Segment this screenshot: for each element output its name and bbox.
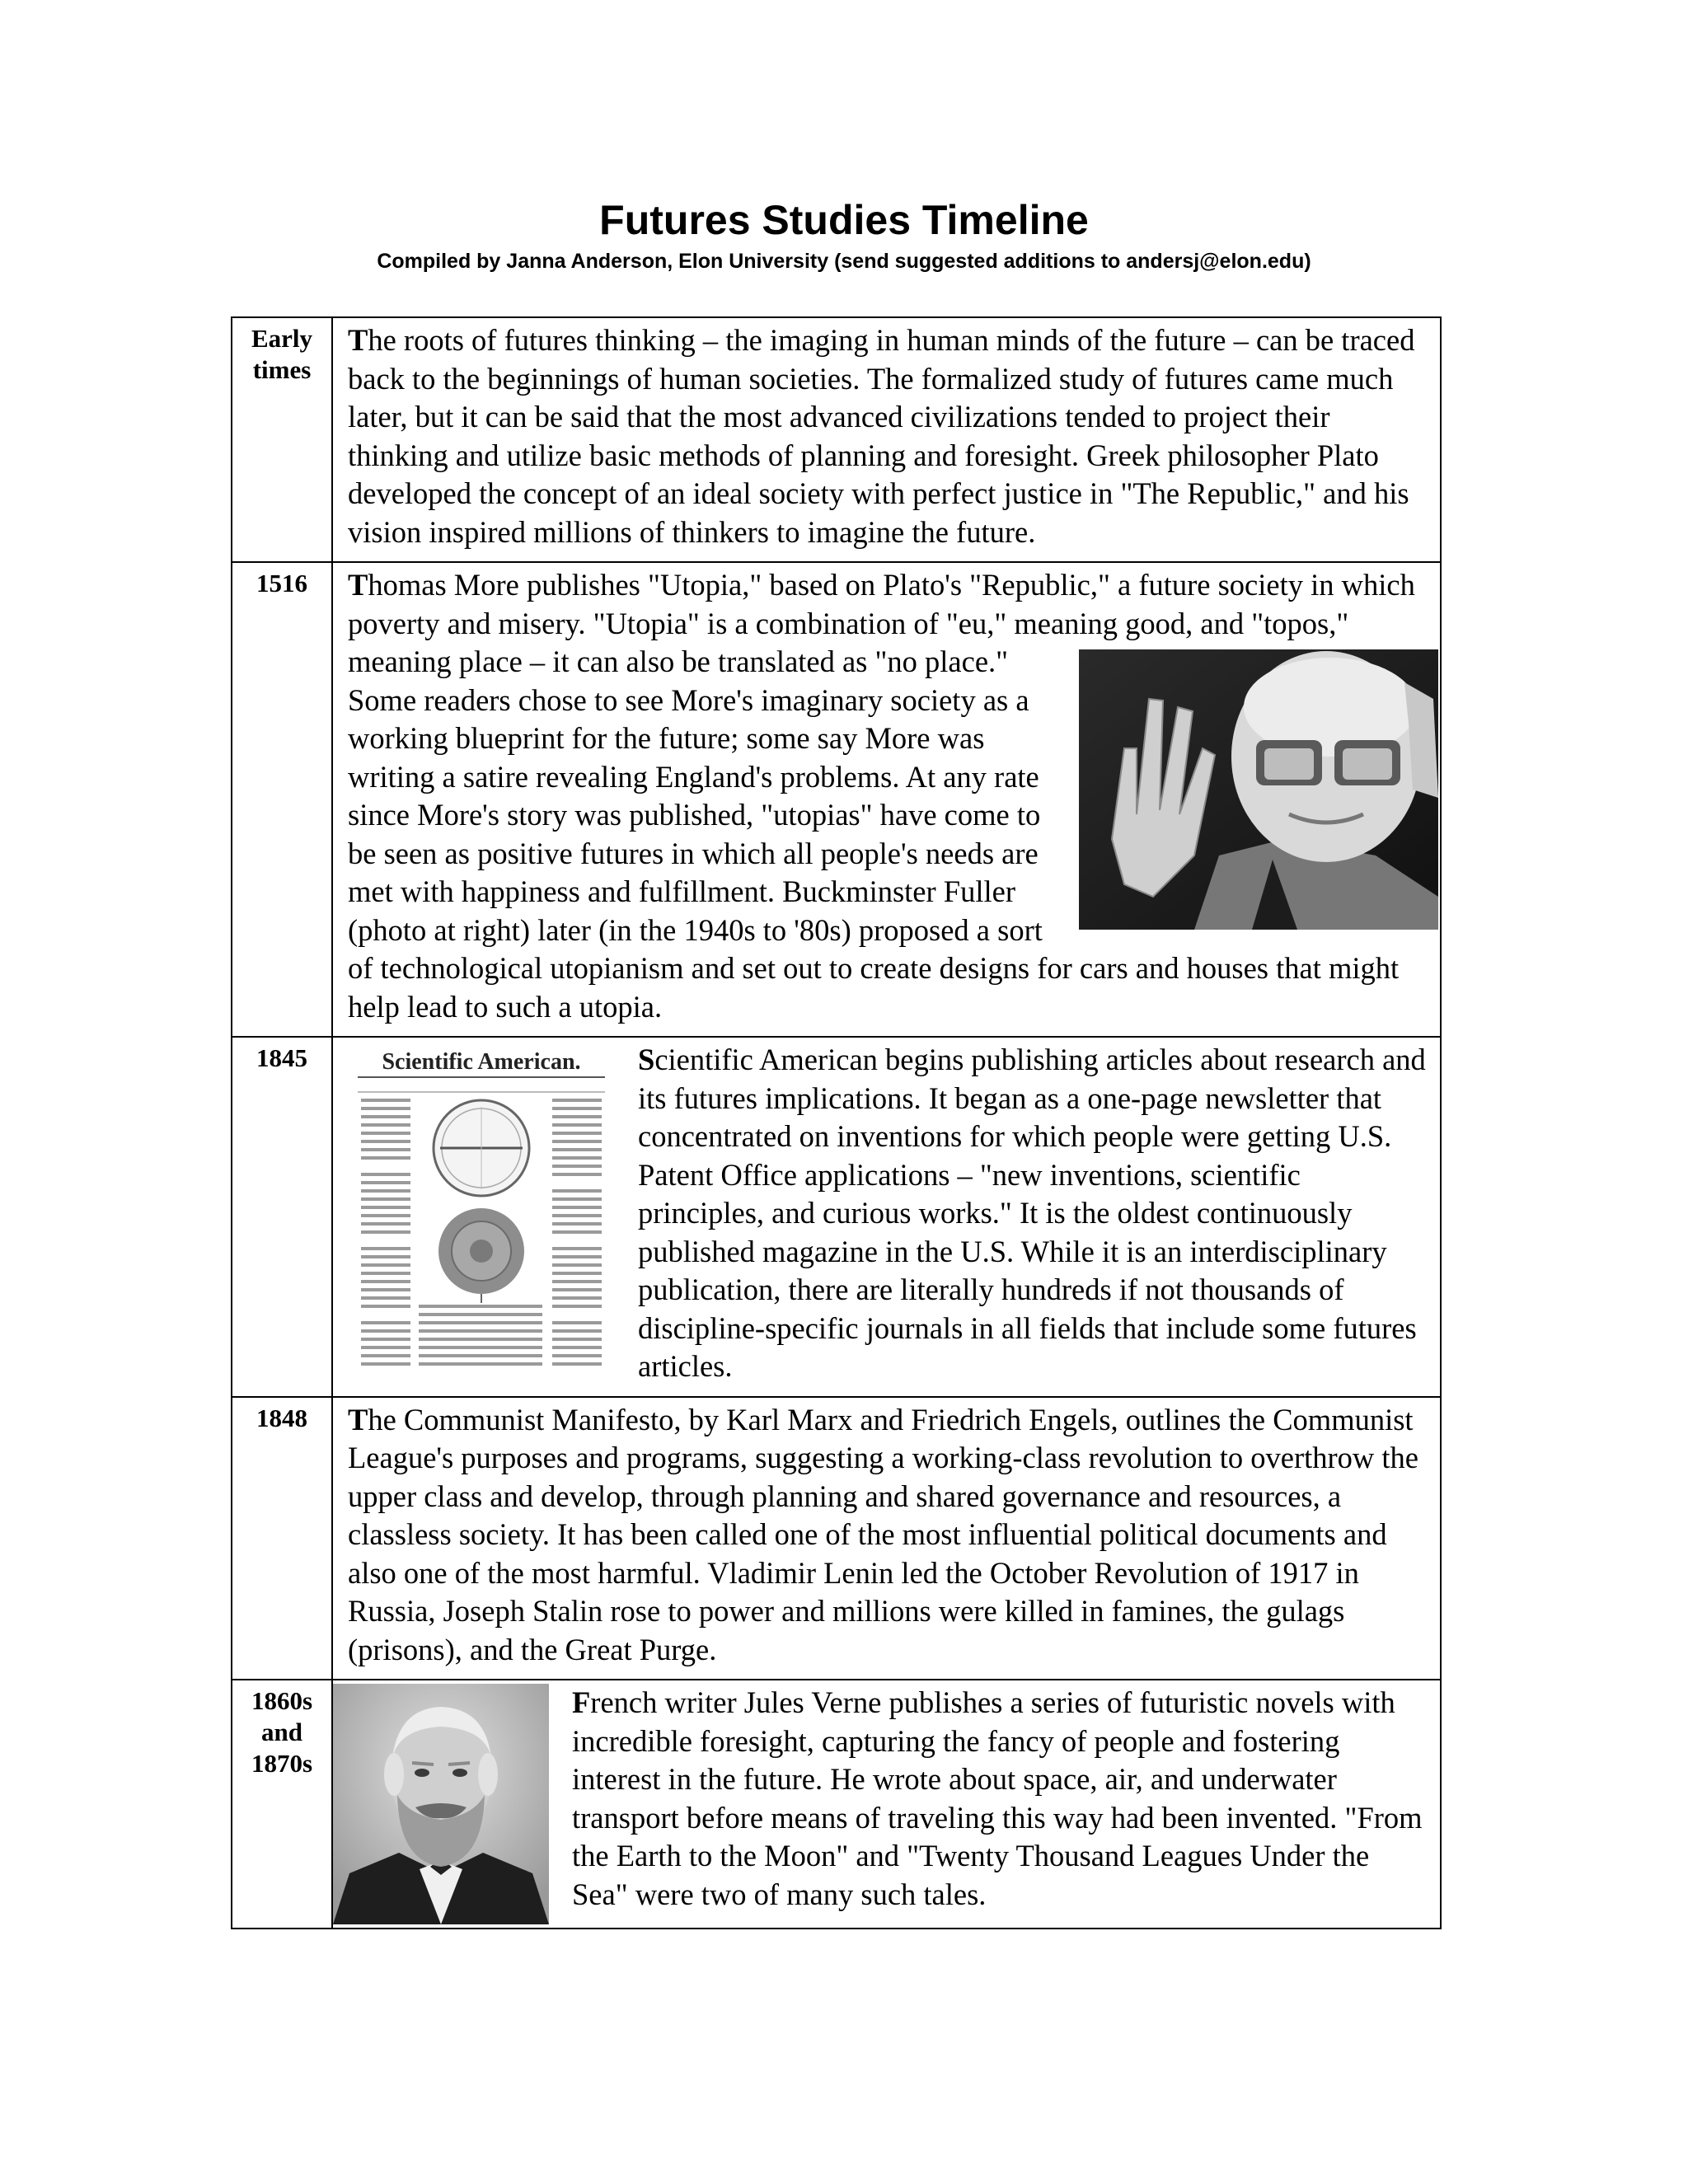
entry-cell bbox=[332, 1397, 1441, 1680]
entry-text: he roots of futures thinking – the imaging in human minds of the future – can be traced back to the beginnings of human societies. The formalized study of futures came much later, but it can be said that the most advanced civilizations tended to project their thinking and utilize basic methods of planning and foresight. Greek philosopher Plato developed the concept of an ideal society with perfect justice in "The Republic," and his vision inspired millions of thinkers to imagine the future. bbox=[348, 323, 1415, 549]
buckminster-fuller-photo bbox=[1079, 649, 1438, 930]
table-row bbox=[232, 562, 1441, 1037]
table-row bbox=[232, 1037, 1441, 1397]
drop-initial: T bbox=[348, 568, 368, 602]
year-label: 1860s and 1870s bbox=[251, 1686, 313, 1778]
table-row bbox=[232, 317, 1441, 562]
entry-text: he Communist Manifesto, by Karl Marx and Friedrich Engels, outlines the Communist League's purposes and programs, suggesting a working-class revolution to overthrow the upper class and develop, through planning and shared governance and resources, a classless society. It has been called one of the most influential political documents and also one of the most harmful. Vladimir Lenin led the October Revolution of 1917 in Russia, Joseph Stalin rose to power and millions were killed in famines, the gulags (prisons), and the Great Purge. bbox=[348, 1402, 1418, 1666]
drop-initial: S bbox=[638, 1043, 655, 1076]
drop-initial: T bbox=[348, 1402, 368, 1436]
entry-cell bbox=[332, 562, 1441, 1037]
entry-cell bbox=[332, 1680, 1441, 1929]
drop-initial: T bbox=[348, 323, 368, 357]
year-cell bbox=[232, 1680, 332, 1929]
entry-text: cientific American begins publishing articles about research and its futures implications. It began as a one-page newsletter that concentrated on inventions for which people were getting U.S. Patent Office applications – "new inventions, scientific principles, and curious works." It is the oldest continuously published magazine in the U.S. While it is an interdisciplinary publication, there are literally hundreds if not thousands of discipline-specific journals in all fields that include some futures articles. bbox=[638, 1043, 1426, 1383]
scientific-american-front-page bbox=[349, 1041, 613, 1379]
entry-text: rench writer Jules Verne publishes a series of futuristic novels with incredible foresight, capturing the fancy of people and fostering interest in the future. He wrote about space, air, and underwater transport before means of traveling this way had been invented. "From the Earth to the Moon" and "Twenty Thousand Leagues Under the Sea" were two of many such tales. bbox=[572, 1685, 1423, 1911]
entry-cell bbox=[332, 317, 1441, 562]
year-label: 1845 bbox=[256, 1043, 307, 1072]
drop-initial: F bbox=[572, 1685, 591, 1719]
page-title: Futures Studies Timeline bbox=[599, 197, 1089, 243]
entry-text-tail: "topos," meaning place – it can also be translated as "no place." Some readers chose to see More's imaginary society as a working blueprint for the future; some say More was writing a satire revealing England's problems. At any rate since More's story was published, "utopias" have come to be seen as positive futures in which all people's needs are met with happiness and fulfillment. Buckminster Fuller (photo at right) later (in the 1940s to '80s) proposed a sort of technological utopianism and set out to create designs for cars and houses that might help lead to such a utopia. bbox=[348, 606, 1400, 1024]
entry-cell bbox=[332, 1037, 1441, 1397]
year-cell bbox=[232, 1397, 332, 1680]
year-label: Early times bbox=[251, 324, 313, 384]
table-row bbox=[232, 1680, 1441, 1929]
year-cell bbox=[232, 317, 332, 562]
masthead-text: Scientific American. bbox=[382, 1049, 581, 1075]
entry-text-lead: homas More publishes "Utopia," based on Plato's "Republic," a future society in which poverty and misery. "Utopia" is a combination of "eu," meaning good, and bbox=[348, 568, 1415, 640]
year-label: 1516 bbox=[256, 569, 307, 598]
jules-verne-portrait bbox=[333, 1684, 549, 1924]
timeline-table bbox=[231, 316, 1442, 1929]
year-cell bbox=[232, 562, 332, 1037]
year-cell bbox=[232, 1037, 332, 1397]
year-label: 1848 bbox=[256, 1403, 307, 1432]
page-subtitle: Compiled by Janna Anderson, Elon University (send suggested additions to andersj@elon.edu) bbox=[377, 250, 1311, 273]
table-row bbox=[232, 1397, 1441, 1680]
